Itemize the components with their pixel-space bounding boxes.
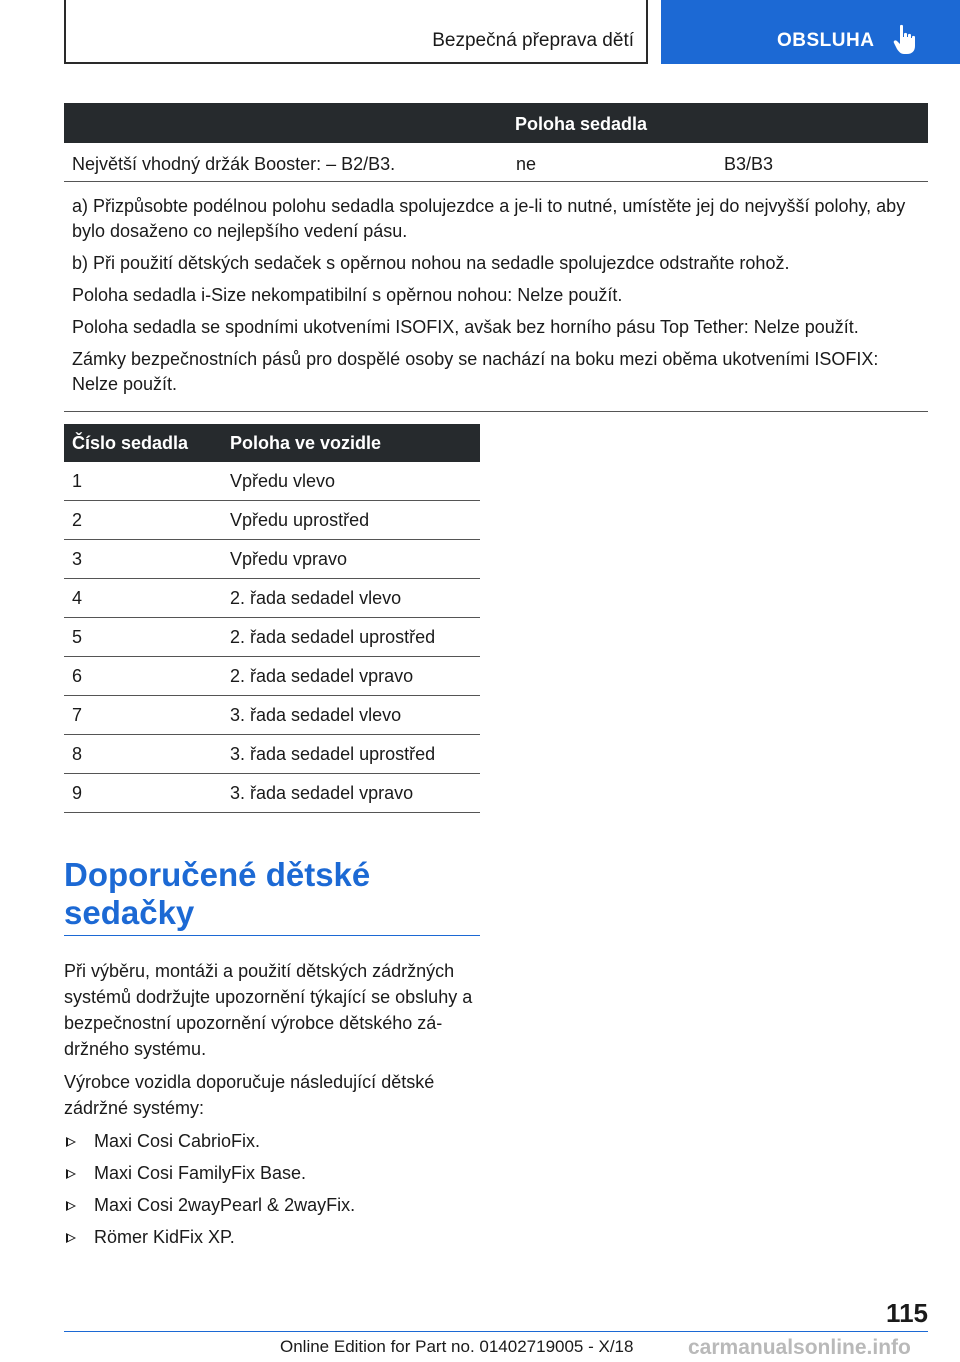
table-cell: Vpředu uprostřed [222, 501, 480, 540]
edition-text: Online Edition for Part no. 01402719005 - X/18 [280, 1337, 634, 1356]
table-cell: 2 [64, 501, 222, 540]
table-cell: 1 [64, 462, 222, 501]
watermark: carmanualsonline.info [688, 1336, 911, 1359]
table-row [64, 579, 480, 618]
table-cell: 2. řada sedadel uprostřed [222, 618, 480, 657]
list-item [64, 1160, 480, 1192]
seat-number-table [64, 424, 480, 813]
paragraph: Při výběru, montáži a použití dětských zádržných systémů dodržujte upozornění týkající se obsluhy a bezpečnostní upozornění výrobce dětského zá‐ držného systému. [64, 961, 473, 1059]
section-heading [64, 856, 480, 932]
page-number: 115 [886, 1298, 928, 1328]
hand-pointer-icon [893, 24, 919, 56]
triangle-bullet-icon [66, 1233, 76, 1243]
tab-obsluha-label: OBSLUHA [777, 30, 875, 51]
paragraph: Výrobce vozidla doporučuje následující dětské zádržné systémy: [64, 1072, 435, 1118]
table-row [64, 143, 928, 182]
table-row [64, 501, 480, 540]
table-cell: 6 [64, 657, 222, 696]
table-cell: 8 [64, 735, 222, 774]
triangle-bullet-icon [66, 1137, 76, 1147]
list-item-text: Maxi Cosi 2wayPearl & 2wayFix. [94, 1195, 356, 1215]
table-cell: B3/B3 [724, 154, 774, 174]
heading-divider [64, 935, 480, 936]
table-cell: Největší vhodný držák Booster: – B2/B3. [72, 154, 396, 174]
table-cell: 2. řada sedadel vlevo [222, 579, 480, 618]
list-item-text: Maxi Cosi CabrioFix. [94, 1131, 261, 1151]
triangle-bullet-icon [66, 1169, 76, 1179]
section-body [64, 958, 480, 1256]
column-header: Číslo sedadla [64, 424, 222, 462]
list-item [64, 1192, 480, 1224]
table-row [64, 540, 480, 579]
table-row [64, 774, 480, 813]
tab-obsluha[interactable] [661, 0, 960, 64]
footer-divider [64, 1331, 864, 1332]
note: Zámky bezpečnostních pásů pro dospělé osoby se nachází na boku mezi oběma ukotveními ISOFIX: Nelze použít. [72, 349, 879, 394]
section-title-box [64, 0, 648, 64]
table-header-row [64, 424, 480, 462]
list-item-text: Römer KidFix XP. [94, 1227, 235, 1247]
list-item [64, 1128, 480, 1160]
column-header: Poloha ve vozidle [222, 424, 480, 462]
table-row [64, 735, 480, 774]
note: b) Při použití dětských sedaček s opěrnou nohou na sedadle spolujezdce odstraňte rohož. [72, 253, 790, 273]
footer-divider [864, 1331, 928, 1332]
seat-position-header [64, 103, 928, 143]
table-cell: ne [516, 154, 537, 174]
table-cell: 5 [64, 618, 222, 657]
seat-position-header-label: Poloha sedadla [515, 114, 648, 134]
table-cell: 3. řada sedadel uprostřed [222, 735, 480, 774]
table-cell: 2. řada sedadel vpravo [222, 657, 480, 696]
list-item-text: Maxi Cosi FamilyFix Base. [94, 1163, 307, 1183]
table-cell: Vpředu vlevo [222, 462, 480, 501]
table-cell: 7 [64, 696, 222, 735]
table-cell: 3. řada sedadel vlevo [222, 696, 480, 735]
table-cell: 9 [64, 774, 222, 813]
list-item [64, 1224, 480, 1256]
note: Poloha sedadla se spodními ukotveními ISOFIX, avšak bez horního pásu Top Tether: Nelze použít. [72, 317, 859, 337]
recommended-seats-list [64, 1128, 480, 1256]
table-row [64, 618, 480, 657]
table-cell: 4 [64, 579, 222, 618]
section-title: Bezpečná přeprava dětí [432, 30, 634, 51]
section-heading-line1: Doporučené dětské [64, 856, 371, 893]
table-cell: 3. řada sedadel vpravo [222, 774, 480, 813]
table-row [64, 696, 480, 735]
note: a) Přizpůsobte podélnou polohu sedadla spolujezdce a je-li to nutné, umístěte jej do nejvyšší polohy, aby bylo dosaženo co nejlepšího vedení pásu. [72, 196, 906, 241]
table-cell: 3 [64, 540, 222, 579]
seat-position-table [64, 103, 928, 412]
table-cell: Vpředu vpravo [222, 540, 480, 579]
section-heading-line2: sedačky [64, 894, 195, 931]
table-row [64, 657, 480, 696]
table-row [64, 462, 480, 501]
triangle-bullet-icon [66, 1201, 76, 1211]
note: Poloha sedadla i-Size nekompatibilní s opěrnou nohou: Nelze použít. [72, 285, 623, 305]
table-notes [64, 182, 928, 412]
